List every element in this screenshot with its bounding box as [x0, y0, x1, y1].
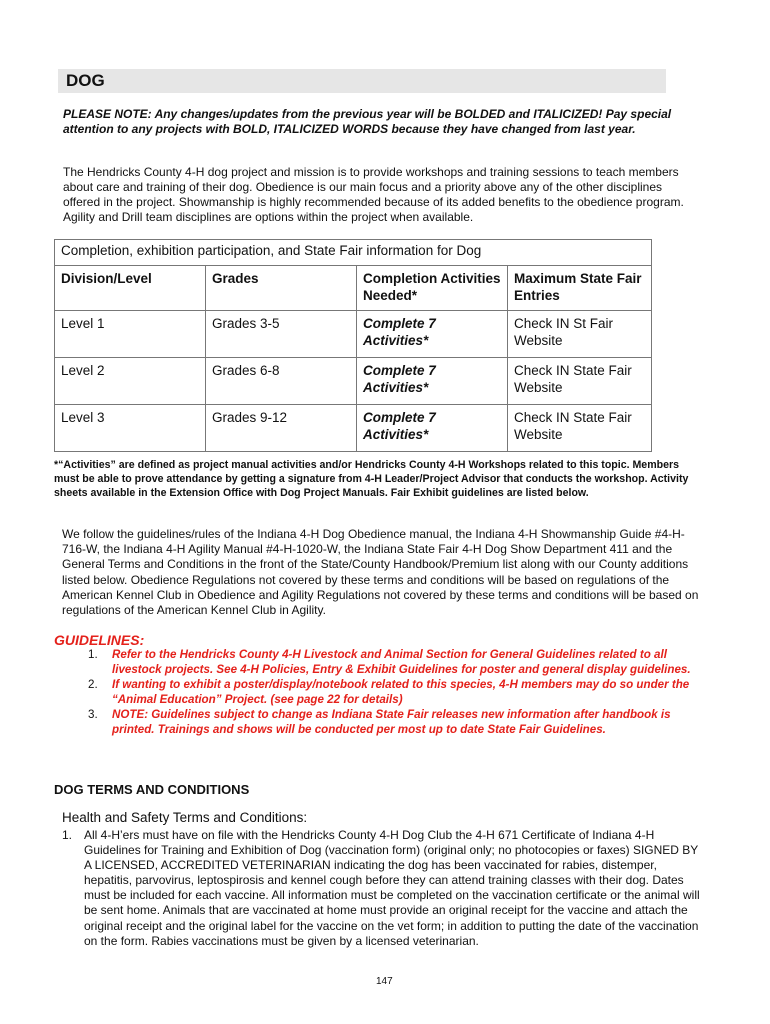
terms-item-number: 1.: [62, 828, 73, 842]
header-completion: Completion Activities Needed*: [357, 266, 508, 311]
cell-grades: Grades 3-5: [206, 311, 357, 358]
table-row: [55, 405, 652, 452]
list-item: [78, 707, 698, 737]
terms-item-text: All 4-H’ers must have on file with the Hendricks County 4-H Dog Club the 4-H 671 Certificate of Indiana 4-H Guidelines for Training and Exhibition of Dog (vaccination form) (original only; no photocopies or faxes) SIGNED BY A LICENSED, ACCREDITED VETERINARIAN indicating the dog has been vaccinated for rabies, distemper, hepatitis, parvovirus, leptospirosis and kennel cough before they can attend training classes with their dog. Dates must be included for each vaccine. All information must be completed on the vaccination certificate or the animal will be sent home. Animals that are vaccinated at home must provide an original receipt for the vaccine and attach the original receipt and the original label for the vaccine on the vet form; in addition to putting the date of the vaccination on the form. Rabies vaccinations must be given by a licensed veterinarian.: [84, 828, 700, 948]
table-caption: Completion, exhibition participation, and State Fair information for Dog: [55, 240, 652, 266]
cell-grades: Grades 6-8: [206, 358, 357, 405]
guidelines-heading: GUIDELINES:: [54, 632, 145, 648]
terms-heading: DOG TERMS AND CONDITIONS: [54, 782, 250, 797]
cell-level: Level 3: [55, 405, 206, 452]
list-text: If wanting to exhibit a poster/display/notebook related to this species, 4-H members may do so under the “Animal Education” Project. (see page 22 for details): [112, 678, 690, 706]
health-safety-heading: Health and Safety Terms and Conditions:: [62, 810, 308, 825]
list-number: 1.: [88, 648, 98, 661]
cell-level: Level 1: [55, 311, 206, 358]
cell-entries: Check IN St Fair Website: [508, 311, 652, 358]
cell-completion: Complete 7 Activities*: [357, 311, 508, 358]
page-number: 147: [376, 976, 393, 987]
terms-item: [62, 828, 702, 949]
list-item: [78, 677, 698, 707]
list-text: Refer to the Hendricks County 4-H Livestock and Animal Section for General Guidelines related to all livestock projects. See 4-H Policies, Entry & Exhibit Guidelines for poster and general display guidelines.: [112, 648, 691, 676]
list-number: 3.: [88, 708, 98, 721]
list-item: [78, 647, 698, 677]
cell-level: Level 2: [55, 358, 206, 405]
section-title: DOG: [66, 71, 105, 90]
intro-paragraph: The Hendricks County 4-H dog project and mission is to provide workshops and training sessions to teach members about care and training of their dog. Obedience is our main focus and a priority above any of the other disciplines offered in the project. Showmanship is highly recommended because of its added benefits to the obedience program. Agility and Drill team disciplines are options within the project when available.: [63, 165, 684, 224]
completion-table: [54, 239, 652, 452]
guidelines-list: [78, 647, 698, 737]
table-row: [55, 358, 652, 405]
cell-completion: Complete 7 Activities*: [357, 405, 508, 452]
header-division: Division/Level: [55, 266, 206, 311]
cell-completion: Complete 7 Activities*: [357, 358, 508, 405]
header-grades: Grades: [206, 266, 357, 311]
cell-entries: Check IN State Fair Website: [508, 358, 652, 405]
table-row: [55, 311, 652, 358]
table-header-row: [55, 266, 652, 311]
list-number: 2.: [88, 678, 98, 691]
rules-paragraph: We follow the guidelines/rules of the Indiana 4-H Dog Obedience manual, the Indiana 4-H Showmanship Guide #4-H- 716-W, the Indiana 4-H Agility Manual #4-H-1020-W, the Indiana State Fair 4-H Dog Show Department 411 and the General Terms and Conditions in the front of the State/County Handbook/Premium list along with our County additions listed below. Obedience Regulations not covered by these terms and conditions will be based on regulations of the American Kennel Club in Obedience and Agility Regulations not covered by these terms and conditions will be based on regulations of the American Kennel Club in Agility.: [62, 527, 699, 618]
please-note: PLEASE NOTE: Any changes/updates from the previous year will be BOLDED and ITALICIZED! Pay special attention to any projects with BOLD, ITALICIZED WORDS because they have changed from last year.: [63, 107, 672, 136]
cell-entries: Check IN State Fair Website: [508, 405, 652, 452]
section-title-bar: [58, 69, 666, 93]
header-max-entries: Maximum State Fair Entries: [508, 266, 652, 311]
cell-grades: Grades 9-12: [206, 405, 357, 452]
list-text: NOTE: Guidelines subject to change as Indiana State Fair releases new information after handbook is printed. Trainings and shows will be conducted per most up to date State Fair Guidelines.: [112, 708, 671, 736]
activities-footnote: *“Activities” are defined as project manual activities and/or Hendricks County 4-H Workshops related to this topic. Members must be able to prove attendance by getting a signature from 4-H Leader/Project Advisor that conducts the workshop. Activity sheets available in the Extension Office with Dog Project Manuals. Fair Exhibit guidelines are listed below.: [54, 459, 689, 499]
